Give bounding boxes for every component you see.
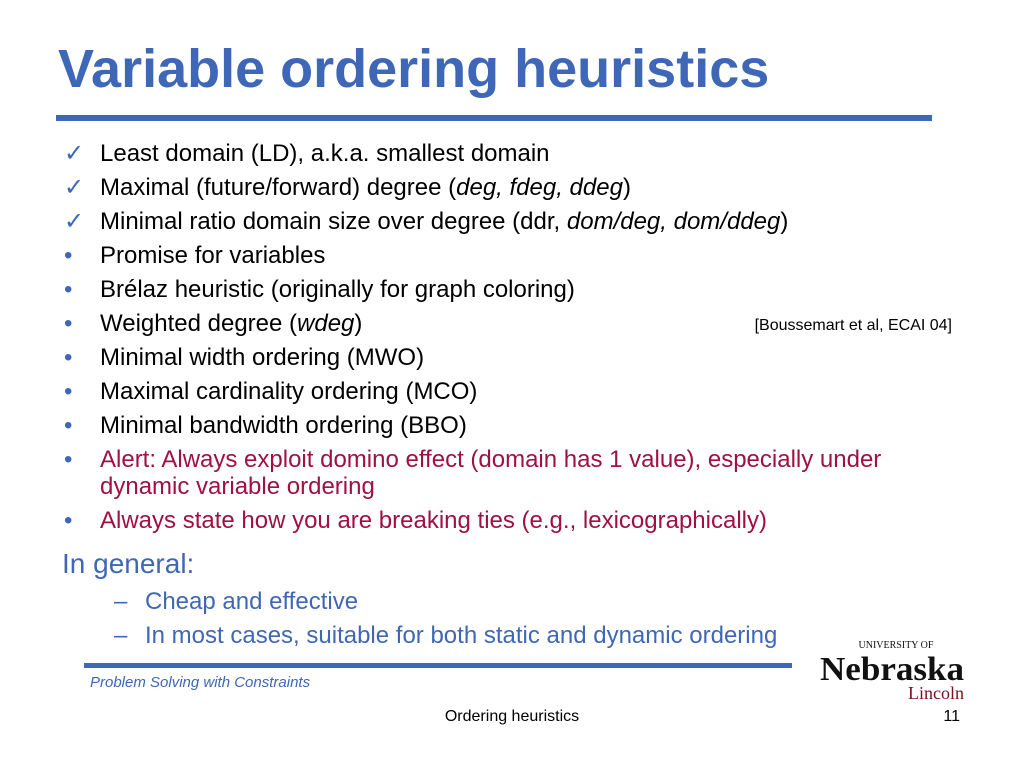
slide-title: Variable ordering heuristics bbox=[58, 39, 770, 99]
bullet-dot-icon: • bbox=[64, 242, 73, 269]
bullet-item bbox=[62, 412, 962, 439]
bullet-item bbox=[62, 174, 962, 201]
bullet-text: Minimal bandwidth ordering (BBO) bbox=[100, 412, 467, 439]
bullet-text: Weighted degree ( bbox=[100, 310, 298, 337]
dash-icon: – bbox=[114, 622, 128, 649]
bullet-italic: deg, fdeg, ddeg bbox=[456, 174, 623, 201]
bullet-item bbox=[62, 344, 962, 371]
course-name: Problem Solving with Constraints bbox=[90, 674, 311, 691]
bullet-text: Always state how you are breaking ties (e.g., lexicographically) bbox=[100, 507, 767, 534]
checkmark-icon: ✓ bbox=[64, 208, 85, 235]
bullet-italic: dom/deg, dom/ddeg bbox=[566, 208, 781, 235]
title-underline bbox=[56, 115, 932, 121]
footer-topic: Ordering heuristics bbox=[444, 708, 580, 725]
bullet-dot-icon: • bbox=[64, 446, 73, 473]
citation: [Boussemart et al, ECAI 04] bbox=[754, 317, 952, 334]
bullet-item bbox=[62, 378, 962, 405]
sub-item-text: Cheap and effective bbox=[145, 588, 359, 615]
bullet-item-alert bbox=[62, 446, 962, 500]
bullet-text: Minimal ratio domain size over degree (ddr, bbox=[100, 208, 567, 235]
checkmark-icon: ✓ bbox=[64, 174, 85, 201]
bullet-item bbox=[62, 140, 962, 167]
sub-item bbox=[112, 588, 777, 615]
sub-item-text: In most cases, suitable for both static and dynamic ordering bbox=[145, 622, 778, 649]
bullet-text: Least domain (LD), a.k.a. smallest domain bbox=[100, 140, 550, 167]
bullet-text: Brélaz heuristic (originally for graph coloring) bbox=[100, 276, 575, 303]
bullet-item bbox=[62, 242, 962, 269]
logo-name: Nebraska bbox=[820, 651, 964, 688]
bullet-tail: ) bbox=[622, 174, 631, 201]
sub-item bbox=[112, 622, 777, 649]
footer-rule bbox=[84, 663, 792, 668]
bullet-text: Maximal cardinality ordering (MCO) bbox=[100, 378, 478, 405]
university-logo bbox=[818, 636, 968, 702]
bullet-item bbox=[62, 276, 962, 303]
bullet-item bbox=[62, 208, 962, 235]
bullet-item-alert bbox=[62, 507, 962, 534]
logo-campus: Lincoln bbox=[908, 683, 964, 702]
bullet-text: Promise for variables bbox=[100, 242, 326, 269]
bullet-tail: ) bbox=[354, 310, 363, 337]
dash-icon: – bbox=[114, 588, 128, 615]
bullet-dot-icon: • bbox=[64, 276, 73, 303]
bullet-text: Minimal width ordering (MWO) bbox=[100, 344, 425, 371]
bullet-list bbox=[62, 140, 962, 541]
bullet-dot-icon: • bbox=[64, 412, 73, 439]
page-number: 11 bbox=[943, 708, 960, 725]
bullet-dot-icon: • bbox=[64, 378, 73, 405]
bullet-text: Alert: Always exploit domino effect (domain has 1 value), especially under dynamic variable ordering bbox=[100, 446, 882, 500]
bullet-tail: ) bbox=[780, 208, 789, 235]
logo-top-line: UNIVERSITY OF bbox=[858, 640, 934, 651]
bullet-italic: wdeg bbox=[297, 310, 355, 337]
bullet-text: Maximal (future/forward) degree ( bbox=[100, 174, 457, 201]
in-general-heading: In general: bbox=[62, 548, 195, 579]
bullet-item bbox=[62, 310, 962, 337]
bullet-dot-icon: • bbox=[64, 310, 73, 337]
bullet-dot-icon: • bbox=[64, 344, 73, 371]
bullet-dot-icon: • bbox=[64, 507, 73, 534]
checkmark-icon: ✓ bbox=[64, 140, 85, 167]
sub-list bbox=[112, 588, 777, 656]
